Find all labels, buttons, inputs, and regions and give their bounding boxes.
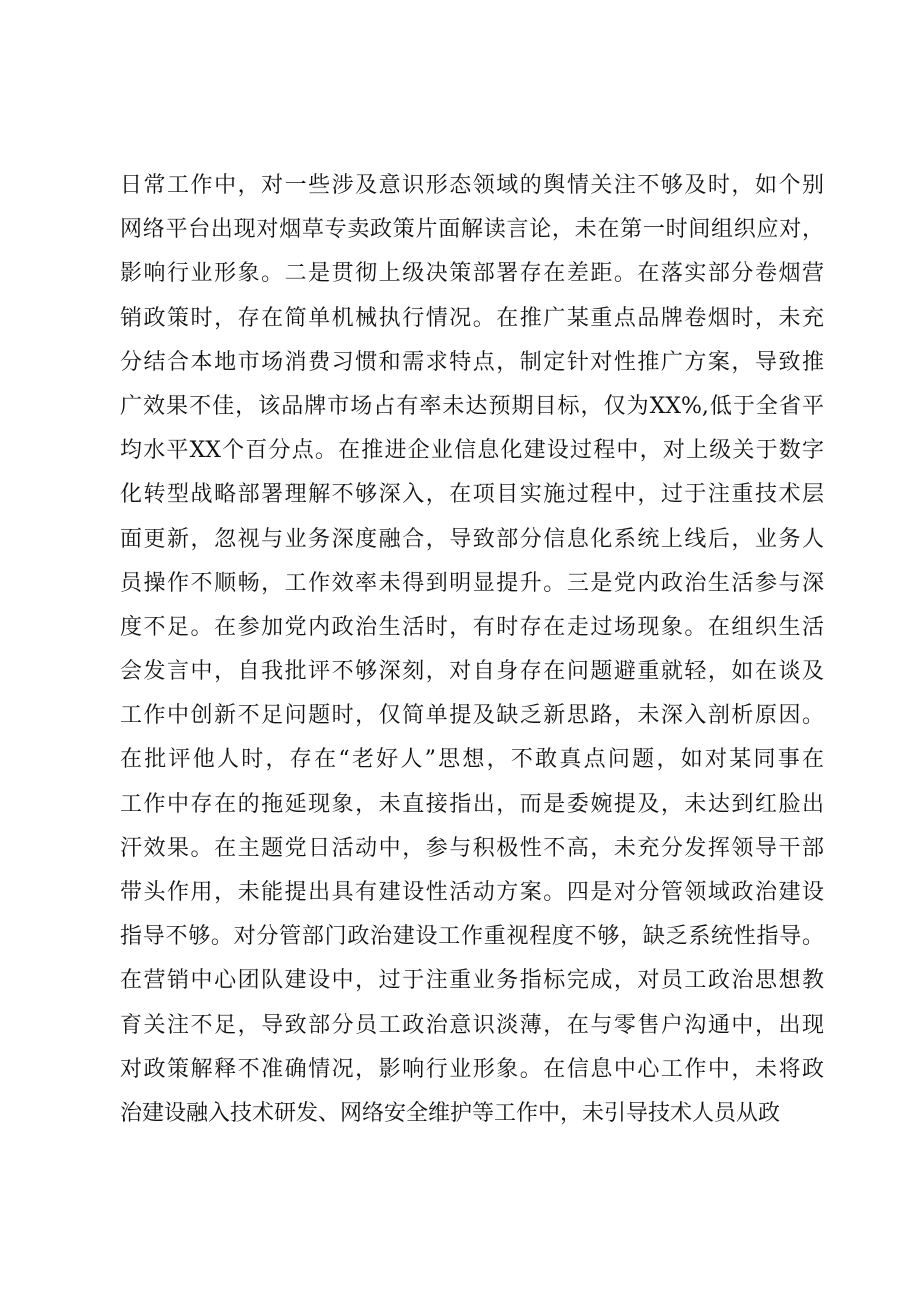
text-line: 工作中存在的拖延现象，未直接指出，而是委婉提及，未达到红脸出 [120,791,824,817]
text-line: 指导不够。对分管部门政治建设工作重视程度不够，缺乏系统性指导。 [120,924,824,950]
text-line: 日常工作中，对一些涉及意识形态领域的舆情关注不够及时，如个别 [120,173,824,198]
text-line: 在营销中心团队建设中，过于注重业务指标完成，对员工政治思想教 [120,968,824,994]
text-line: 化转型战略部署理解不够深入，在项目实施过程中，过于注重技术层 [120,482,824,508]
text-line: 度不足。在参加党内政治生活时，有时存在走过场现象。在组织生活 [120,614,824,640]
text-line: 会发言中，自我批评不够深刻，对自身存在问题避重就轻，如在谈及 [120,659,824,685]
text-line: 汗效果。在主题党日活动中，参与积极性不高，未充分发挥领导干部 [120,835,824,861]
text-line: 销政策时，存在简单机械执行情况。在推广某重点品牌卷烟时，未充 [120,305,824,331]
text-line: 均水平XX个百分点。在推进企业信息化建设过程中，对上级关于数字 [120,438,824,464]
text-line: 员操作不顺畅，工作效率未得到明显提升。三是党内政治生活参与深 [120,570,824,596]
body-text [120,164,830,1136]
text-line: 广效果不佳，该品牌市场占有率未达预期目标，仅为XX%,低于全省平 [120,393,824,419]
text-line: 育关注不足，导致部分员工政治意识淡薄，在与零售户沟通中，出现 [120,1012,824,1038]
text-line: 在批评他人时，存在“老好人”思想，不敢真点问题，如对某同事在 [120,747,824,773]
text-line: 面更新，忽视与业务深度融合，导致部分信息化系统上线后，业务人 [120,526,824,552]
text-line: 对政策解释不准确情况，影响行业形象。在信息中心工作中，未将政 [120,1056,824,1082]
text-line: 分结合本地市场消费习惯和需求特点，制定针对性推广方案，导致推 [120,349,824,375]
text-line: 带头作用，未能提出具有建设性活动方案。四是对分管领域政治建设 [120,880,824,905]
text-line: 网络平台出现对烟草专卖政策片面解读言论，未在第一时间组织应对， [120,217,824,243]
text-line: 工作中创新不足问题时，仅简单提及缺乏新思路，未深入剖析原因。 [120,703,824,729]
text-line: 影响行业形象。二是贯彻上级决策部署存在差距。在落实部分卷烟营 [120,261,824,287]
text-line: 治建设融入技术研发、网络安全维护等工作中，未引导技术人员从政 [120,1100,781,1126]
